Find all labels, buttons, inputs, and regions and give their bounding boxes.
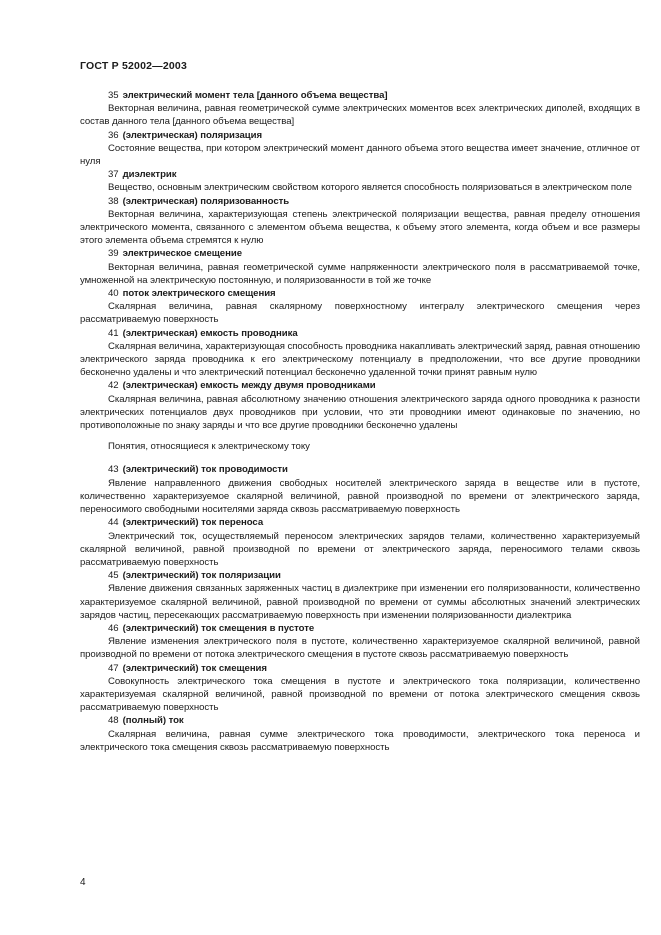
term-entry [80, 662, 640, 675]
term-title: (полный) ток [122, 715, 184, 727]
term-entry [80, 569, 640, 582]
term-definition: Явление направленного движения свободных носителей электрического заряда в веществе или в пустоте, количественно характеризуемое скалярной величиной, равной производной по времени от электрического заряда, переносимого свободными носителями заряда сквозь рассматриваемую поверхность [80, 477, 640, 516]
term-title: (электрический) ток переноса [122, 517, 264, 529]
term-title: (электрический) ток смещения [122, 662, 267, 674]
term-number: 42 [108, 380, 119, 392]
term-definition: Скалярная величина, равная скалярному поверхностному интегралу электрического смещения через рассматриваемую поверхность [80, 301, 640, 326]
term-entry [80, 379, 640, 392]
term-entry [80, 247, 640, 260]
term-number: 46 [108, 622, 119, 634]
term-title: электрическое смещение [122, 248, 242, 260]
term-definition: Совокупность электрического тока смещения в пустоте и электрического тока поляризации, количественно характеризуемая скалярной величиной, равной производной по времени от потока электрического смещения сквозь рассматриваемую поверхность [80, 675, 640, 714]
term-title: (электрический) ток проводимости [122, 464, 288, 476]
term-entry [80, 714, 640, 727]
term-definition: Векторная величина, характеризующая степень электрической поляризации вещества, равная пределу отношения электрического момента, связанного с элементом объема вещества, к объему этого элемента, когда объем и все размеры этого элемента объема стремятся к нулю [80, 208, 640, 247]
document-header: ГОСТ Р 52002—2003 [80, 60, 188, 72]
term-number: 40 [108, 288, 119, 300]
terms-group-electric-field [80, 89, 640, 432]
term-entry [80, 287, 640, 300]
section-heading: Понятия, относящиеся к электрическому току [108, 441, 310, 453]
term-definition: Векторная величина, равная геометрической сумме напряженности электрического поля в рассматриваемой точке, умноженной на электрическую постоянную, и поляризованности в той же точке [80, 261, 640, 286]
term-definition: Электрический ток, осуществляемый переносом электрических зарядов телами, количественно характеризуемый скалярной величиной, равной производной по времени от электрического заряда, переносимого телами сквозь рассматриваемую поверхность [80, 530, 640, 568]
term-entry [80, 327, 640, 340]
term-definition: Вещество, основным электрическим свойством которого является способность поляризоваться в электрическом поле [108, 182, 632, 194]
term-title: (электрическая) поляризация [122, 129, 262, 141]
term-number: 35 [108, 90, 119, 101]
term-definition: Скалярная величина, характеризующая способность проводника накапливать электрический заряд, равная отношению электрического заряда проводника к его электрическому потенциалу в предположении, что все другие проводники бесконечно удалены и что электрический потенциал бесконечно удаленной точки принят равным нулю [80, 340, 640, 379]
term-entry [80, 622, 640, 635]
term-number: 37 [108, 169, 119, 181]
term-entry [80, 89, 640, 102]
term-number: 43 [108, 464, 119, 476]
term-definition: Явление изменения электрического поля в пустоте, количественно характеризуемое скалярной величиной, равной производной по времени от потока электрического смещения в пустоте сквозь рассматриваемую поверхность [80, 636, 640, 661]
term-number: 41 [108, 327, 119, 339]
term-number: 48 [108, 715, 119, 727]
term-definition: Векторная величина, равная геометрической сумме электрических моментов всех электрических диполей, входящих в состав данного тела [данного объема вещества] [80, 103, 640, 128]
term-title: (электрический) ток смещения в пустоте [122, 622, 315, 634]
term-title: электрический момент тела [данного объема вещества] [122, 90, 388, 101]
term-number: 36 [108, 129, 119, 141]
term-title: (электрический) ток поляризации [122, 570, 281, 582]
term-title: поток электрического смещения [122, 288, 276, 300]
term-definition: Скалярная величина, равная сумме электрического тока проводимости, электрического тока переноса и электрического тока смещения сквозь рассматриваемую поверхность [80, 728, 640, 753]
page-number: 4 [80, 877, 86, 888]
term-number: 47 [108, 662, 119, 674]
term-number: 45 [108, 570, 119, 582]
term-number: 44 [108, 517, 119, 529]
term-title: (электрическая) поляризованность [122, 195, 290, 207]
term-definition: Состояние вещества, при котором электрический момент данного объема этого вещества имеет значение, отличное от нуля [80, 142, 640, 168]
term-entry [80, 129, 640, 142]
document-body [80, 89, 640, 754]
term-definition: Явление движения связанных заряженных частиц в диэлектрике при изменении его поляризованности, количественно характеризуемое скалярной величиной, равной производной по времени от суммы абсолютных значений электрических зарядов частиц, пересекающих рассматриваемую поверхность при изменении поляризованности диэлектрика [80, 583, 640, 621]
term-number: 39 [108, 248, 119, 260]
term-number: 38 [108, 195, 119, 207]
terms-group-electric-current [80, 463, 640, 753]
term-title: диэлектрик [122, 169, 177, 181]
term-entry [80, 516, 640, 529]
term-entry [80, 195, 640, 208]
term-entry [80, 463, 640, 476]
term-title: (электрическая) емкость проводника [122, 327, 298, 339]
term-entry [80, 168, 640, 181]
term-title: (электрическая) емкость между двумя проводниками [122, 380, 376, 392]
term-definition: Скалярная величина, равная абсолютному значению отношения электрического заряда одного проводника к разности электрических потенциалов двух проводников при условии, что эти проводники имеют одинаковые по значению, но противоположные по знаку заряды и что все другие проводники бесконечно удалены [80, 393, 640, 432]
